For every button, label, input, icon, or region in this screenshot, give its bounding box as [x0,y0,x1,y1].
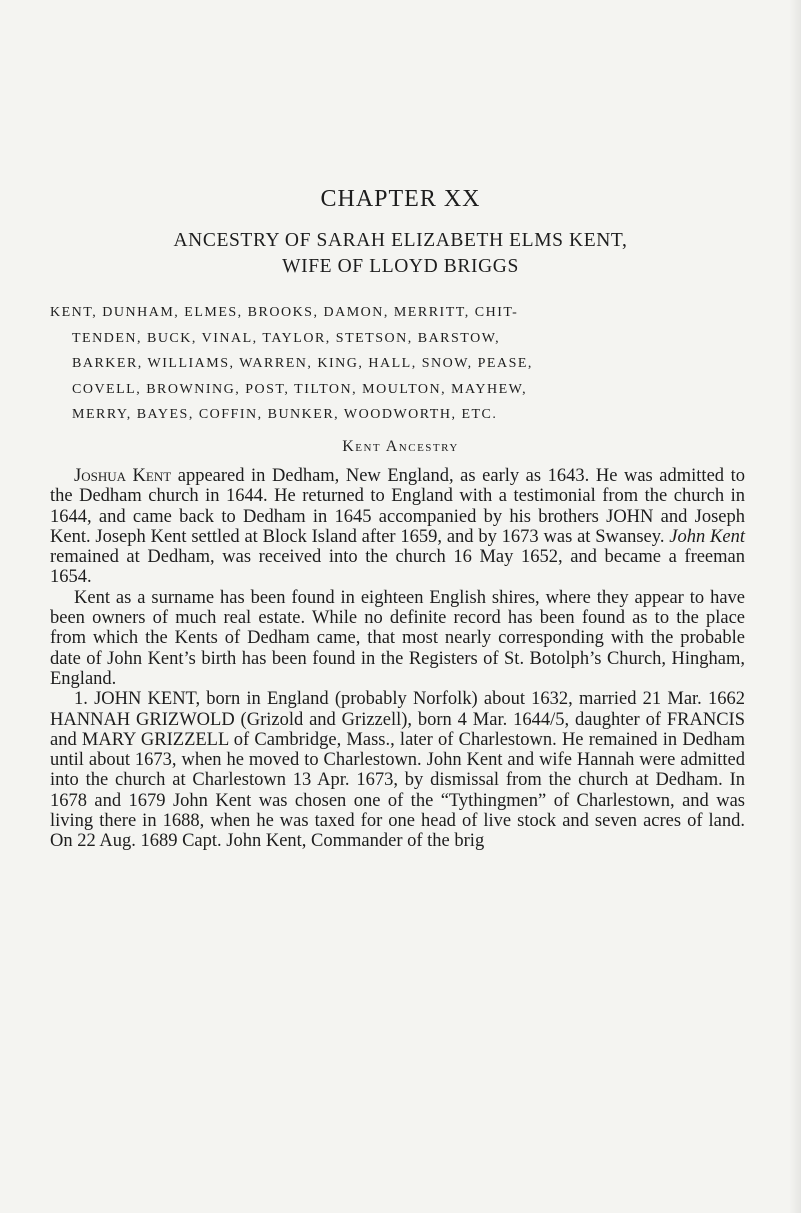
paragraph-1-text-a: appeared in Dedham, New England, as early as 1643. He was admitted to the Dedham church in 1644. He returned to England with a testimonial from the church in 1644, and came back to Dedham in 1645 accompanied by his brothers JOHN and Joseph Kent. Joseph Kent settled at Block Island after 1659, and by 1673 was at Swansey. [50,466,745,547]
surname-line-5: MERRY, BAYES, COFFIN, BUNKER, WOODWORTH, ETC. [72,407,498,422]
surname-line-1: KENT, DUNHAM, ELMES, BROOKS, DAMON, MERRITT, CHIT- [50,305,519,320]
chapter-title-line-1: ANCESTRY OF SARAH ELIZABETH ELMS KENT, [173,230,628,251]
paragraph-1-italic: John Kent [669,526,745,547]
paragraph-1 [50,466,745,588]
paragraph-1-lead: Joshua Kent [74,466,172,486]
surname-list [50,300,740,428]
paragraph-3: 1. JOHN KENT, born in England (probably Norfolk) about 1632, married 21 Mar. 1662 HANNAH GRIZWOLD (Grizold and Grizzell), born 4 Mar. 1644/5, daughter of FRANCIS and MARY GRIZZELL of Cambridge, Mass., later of Charlestown. He remained in Dedham until about 1673, when he moved to Charlestown. John Kent and wife Hannah were admitted into the church at Charlestown 13 Apr. 1673, by dismissal from the church at Dedham. In 1678 and 1679 John Kent was chosen one of the “Tythingmen” of Charlestown, and was living there in 1688, when he was taxed for one head of live stock and seven acres of land. On 22 Aug. 1689 Capt. John Kent, Commander of the brig [50,689,745,852]
section-heading: Kent Ancestry [342,438,459,455]
chapter-title-line-2: WIFE OF LLOYD BRIGGS [282,256,519,277]
page-edge-shadow [789,0,801,1213]
chapter-title [90,228,711,280]
paragraph-1-text-b: remained at Dedham, was received into the church 16 May 1652, and became a freeman 1654. [50,547,745,588]
surname-line-3: BARKER, WILLIAMS, WARREN, KING, HALL, SNOW, PEASE, [72,356,533,371]
chapter-heading: CHAPTER XX [320,186,481,212]
surname-line-2: TENDEN, BUCK, VINAL, TAYLOR, STETSON, BARSTOW, [72,330,501,346]
surname-line-4: COVELL, BROWNING, POST, TILTON, MOULTON, MAYHEW, [72,381,528,397]
body-text [50,466,745,852]
paragraph-2: Kent as a surname has been found in eighteen English shires, where they appear to have been owners of much real estate. While no definite record has been found as to the place from which the Kents of Dedham came, that most nearly corresponding with the probable date of John Kent’s birth has been found in the Registers of St. Botolph’s Church, Hingham, England. [50,587,745,689]
